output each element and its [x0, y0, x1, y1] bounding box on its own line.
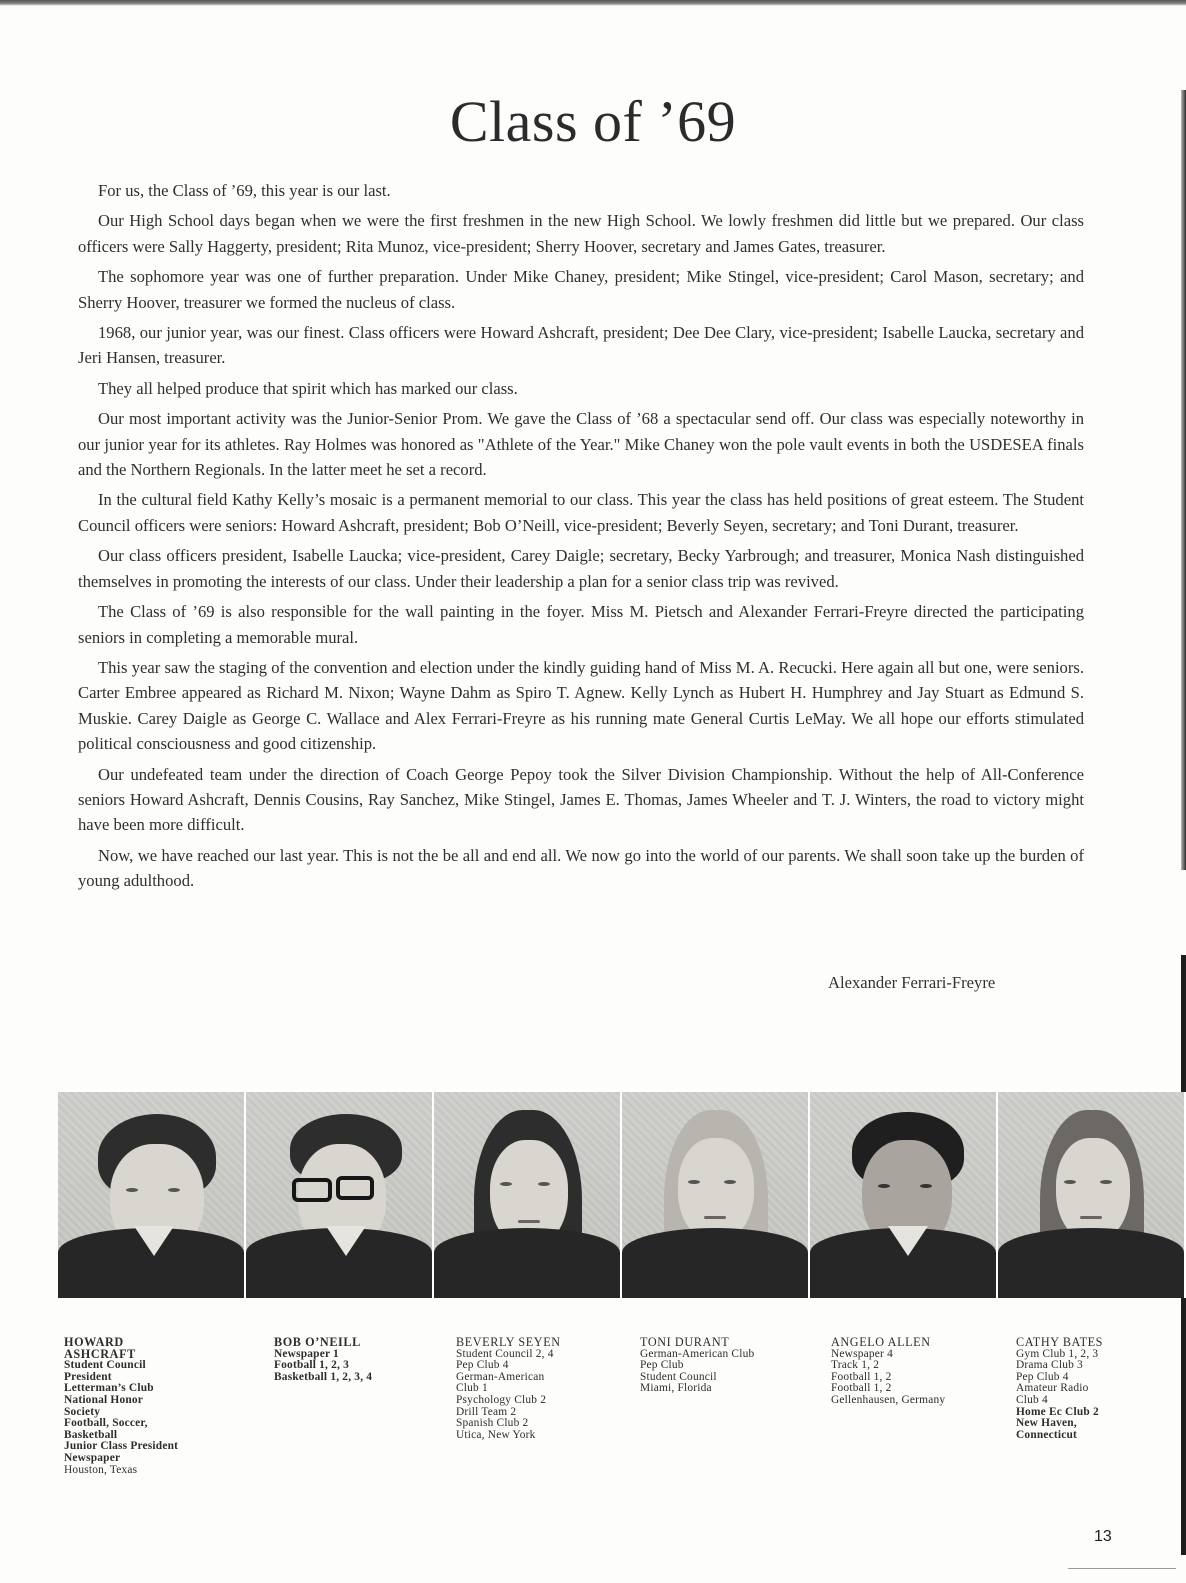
- senior-detail: Society: [64, 1405, 101, 1418]
- senior-detail: Track 1, 2: [831, 1359, 880, 1372]
- senior-name: BOB O’NEILL: [274, 1335, 361, 1349]
- scan-edge-right: [1181, 90, 1186, 870]
- senior-detail: German-American: [456, 1370, 545, 1383]
- senior-detail: National Honor: [64, 1393, 144, 1406]
- senior-name: ANGELO ALLEN: [831, 1335, 931, 1349]
- senior-name: ASHCRAFT: [64, 1346, 136, 1361]
- senior-caption: [1016, 1337, 1176, 1441]
- senior-detail: Utica, New York: [456, 1428, 536, 1441]
- senior-detail: Basketball: [64, 1428, 118, 1441]
- paragraph: Our undefeated team under the direction of Coach George Pepoy took the Silver Division Championship. Without the help of All-Conference seniors Howard Ashcraft, Dennis Cousins, Ray Sanchez, Mike Stingel, James E. Thomas, James Wheeler and T. J. Winters, the road to victory might have been more difficult.: [78, 764, 1084, 835]
- senior-name: BEVERLY SEYEN: [456, 1335, 561, 1349]
- senior-detail: Newspaper 4: [831, 1347, 893, 1360]
- senior-detail: Amateur Radio: [1016, 1382, 1089, 1395]
- senior-detail: Letterman’s Club: [64, 1382, 154, 1395]
- senior-detail: Drama Club 3: [1016, 1359, 1083, 1372]
- paragraph: In the cultural field Kathy Kelly’s mosaic is a permanent memorial to our class. This year the class has held positions of great esteem. The Student Council officers were seniors: Howard Ashcraft, president; Bob O’Neill, vice-president; Beverly Seyen, secretary; and Toni Durant, treasurer.: [78, 490, 1084, 535]
- paragraph: For us, the Class of ’69, this year is our last.: [98, 181, 391, 200]
- paragraph: Now, we have reached our last year. This is not the be all and end all. We now go into the world of our parents. We shall soon take up the burden of young adulthood.: [78, 845, 1084, 891]
- senior-detail: Football 1, 2, 3: [274, 1359, 350, 1372]
- author-signature: Alexander Ferrari-Freyre: [828, 973, 996, 992]
- senior-detail: Student Council: [64, 1359, 146, 1372]
- senior-detail: New Haven,: [1016, 1417, 1077, 1430]
- portrait-photo: [434, 1092, 620, 1298]
- senior-detail: President: [64, 1370, 112, 1383]
- senior-name: TONI DURANT: [640, 1335, 730, 1349]
- senior-detail: Gym Club 1, 2, 3: [1016, 1347, 1099, 1360]
- senior-detail: Houston, Texas: [64, 1463, 138, 1476]
- senior-caption: [64, 1337, 254, 1476]
- senior-detail: Home Ec Club 2: [1016, 1405, 1099, 1418]
- senior-caption: [456, 1337, 636, 1441]
- senior-detail: Football, Soccer,: [64, 1417, 148, 1430]
- portrait-photo: [58, 1092, 244, 1298]
- page-number: 13: [1094, 1528, 1112, 1545]
- page-title: Class of ’69: [449, 89, 737, 154]
- portrait-photo: [810, 1092, 996, 1298]
- senior-photo-strip: [58, 1092, 1186, 1298]
- portrait-photo: [246, 1092, 432, 1298]
- paragraph: The Class of ’69 is also responsible for the wall painting in the foyer. Miss M. Pietsch and Alexander Ferrari-Freyre directed the participating seniors in completing a memorable mural.: [78, 602, 1084, 647]
- senior-name: HOWARD: [64, 1335, 124, 1349]
- paragraph: The sophomore year was one of further preparation. Under Mike Chaney, president; Mike Stingel, vice-president; Carol Mason, secretary; and Sherry Hoover, treasurer we formed the nucleus of class.: [78, 267, 1084, 312]
- senior-caption: [274, 1337, 454, 1383]
- paragraph: Our High School days began when we were the first freshmen in the new High School. We lowly freshmen did little but we prepared. Our class officers were Sally Haggerty, president; Rita Munoz, vice-president; Sherry Hoover, secretary and James Gates, treasurer.: [78, 211, 1084, 256]
- paragraph: Our most important activity was the Junior-Senior Prom. We gave the Class of ’68 a spectacular send off. Our class was especially noteworthy in our junior year for its athletes. Ray Holmes was honored as "Athlete of the Year." Mike Chaney won the pole vault events in both the USDESEA finals and the Northern Regionals. In the latter meet he set a record.: [78, 409, 1084, 480]
- senior-detail: Miami, Florida: [640, 1382, 712, 1395]
- senior-detail: Student Council: [640, 1370, 717, 1383]
- senior-detail: Basketball 1, 2, 3, 4: [274, 1370, 373, 1383]
- senior-name: CATHY BATES: [1016, 1335, 1104, 1349]
- senior-detail: Pep Club 4: [1016, 1370, 1069, 1383]
- senior-detail: Drill Team 2: [456, 1405, 517, 1418]
- senior-detail: Pep Club 4: [456, 1359, 509, 1372]
- senior-detail: German-American Club: [640, 1347, 755, 1360]
- senior-detail: Club 1: [456, 1382, 488, 1395]
- paragraph: Our class officers president, Isabelle Laucka; vice-president, Carey Daigle; secretary, Becky Yarbrough; and treasurer, Monica Nash distinguished themselves in promoting the interests of our class. Under their leadership a plan for a senior class trip was revived.: [78, 546, 1084, 591]
- senior-detail: Spanish Club 2: [456, 1417, 529, 1430]
- paragraph: This year saw the staging of the convention and election under the kindly guiding hand of Miss M. A. Recucki. Here again all but one, were seniors. Carter Embree appeared as Richard M. Nixon; Wayne Dahm as Spiro T. Agnew. Kelly Lynch as Hubert H. Humphrey and Jay Stuart as Edmund S. Muskie. Carey Daigle as George C. Wallace and Alex Ferrari-Freyre as his running mate General Curtis LeMay. We all hope our efforts stimulated political consciousness and good citizenship.: [78, 657, 1084, 754]
- senior-detail: Club 4: [1016, 1393, 1048, 1406]
- paragraph: They all helped produce that spirit which has marked our class.: [98, 378, 518, 398]
- senior-caption: [640, 1337, 830, 1395]
- senior-detail: Newspaper: [64, 1451, 121, 1464]
- senior-detail: Student Council 2, 4: [456, 1347, 554, 1360]
- senior-detail: Gellenhausen, Germany: [831, 1393, 946, 1406]
- senior-detail: Pep Club: [640, 1359, 684, 1372]
- article-body: [78, 178, 1084, 899]
- senior-detail: Football 1, 2: [831, 1382, 892, 1395]
- paragraph: 1968, our junior year, was our finest. Class officers were Howard Ashcraft, president; Dee Dee Clary, vice-president; Isabelle Laucka, secretary and Jeri Hansen, treasurer.: [78, 323, 1084, 368]
- portrait-photo: [998, 1092, 1184, 1298]
- senior-detail: Psychology Club 2: [456, 1393, 547, 1406]
- scan-edge-top: [0, 0, 1186, 6]
- senior-detail: Newspaper 1: [274, 1347, 339, 1360]
- senior-detail: Football 1, 2: [831, 1370, 892, 1383]
- portrait-photo: [622, 1092, 808, 1298]
- senior-caption: [831, 1337, 1011, 1407]
- senior-detail: Connecticut: [1016, 1428, 1078, 1441]
- senior-detail: Junior Class President: [64, 1440, 179, 1453]
- page-footer-rule: [1068, 1568, 1176, 1569]
